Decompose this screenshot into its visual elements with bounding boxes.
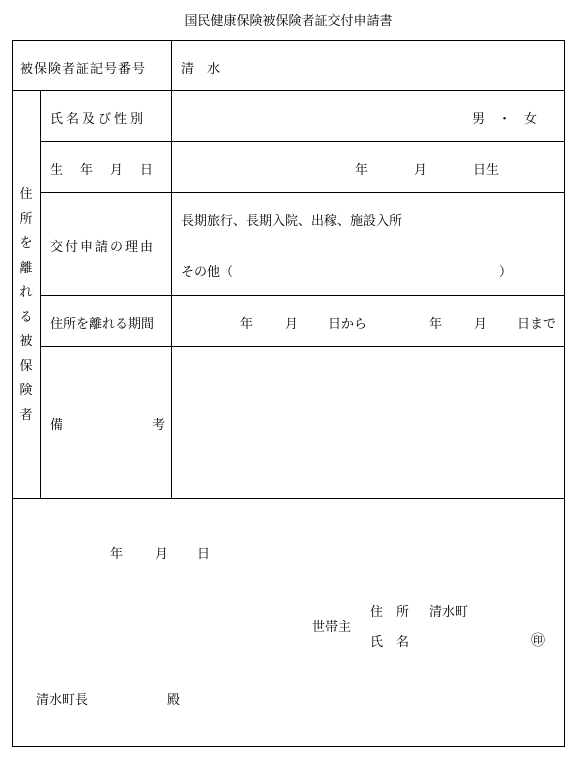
name-gender-label: 氏名及び性別	[50, 112, 147, 127]
address-label: 住 所	[370, 605, 410, 620]
period-from-year: 年	[240, 317, 254, 332]
householder-label: 世帯主	[312, 620, 352, 635]
reason-label: 交付申請の理由	[50, 240, 156, 255]
divider	[40, 192, 565, 193]
reason-option-1[interactable]: 長期旅行、長期入院、出稼、施設入所	[181, 214, 403, 229]
period-to-month: 月	[474, 317, 488, 332]
date-year-unit: 年	[110, 547, 124, 562]
remarks-label-left: 備	[50, 418, 64, 433]
period-from-month: 月	[285, 317, 299, 332]
border-right	[564, 40, 565, 747]
insured-number-label: 被保険者証記号番号	[20, 62, 147, 77]
date-day-unit: 日	[197, 547, 211, 562]
remarks-field[interactable]	[174, 349, 562, 495]
remarks-label-right: 考	[152, 418, 166, 433]
divider	[171, 40, 172, 499]
border-top	[12, 40, 565, 41]
period-label: 住所を離れる期間	[50, 317, 155, 332]
period-from-day: 日から	[328, 317, 368, 332]
reason-option-other[interactable]: その他（	[181, 265, 234, 280]
divider	[12, 90, 565, 91]
address-value[interactable]: 清水町	[429, 605, 469, 620]
divider	[40, 141, 565, 142]
birth-day-unit: 日生	[473, 163, 500, 178]
honorific: 殿	[167, 693, 181, 708]
divider	[40, 90, 41, 499]
period-to-year: 年	[429, 317, 443, 332]
border-bottom	[12, 746, 565, 747]
reason-other-close: ）	[499, 265, 513, 280]
form-title: 国民健康保険被保険者証交付申請書	[184, 14, 393, 29]
gender-options[interactable]: 男 ・ 女	[472, 112, 538, 127]
addressee: 清水町長	[36, 693, 89, 708]
seal-mark: ㊞	[531, 633, 545, 649]
date-month-unit: 月	[155, 547, 169, 562]
side-label-vertical: 住 所 を 離 れ る 被 保 険 者	[19, 187, 33, 423]
insured-number-field[interactable]: 清 水	[181, 62, 221, 77]
divider	[40, 295, 565, 296]
divider	[12, 498, 565, 499]
name-field[interactable]	[174, 93, 454, 139]
birth-month-unit: 月	[414, 163, 428, 178]
birth-year-unit: 年	[355, 163, 369, 178]
birth-date-label: 生 年 月 日	[50, 163, 156, 178]
name-label: 氏 名	[370, 635, 410, 650]
divider	[40, 346, 565, 347]
period-to-day: 日まで	[517, 317, 557, 332]
